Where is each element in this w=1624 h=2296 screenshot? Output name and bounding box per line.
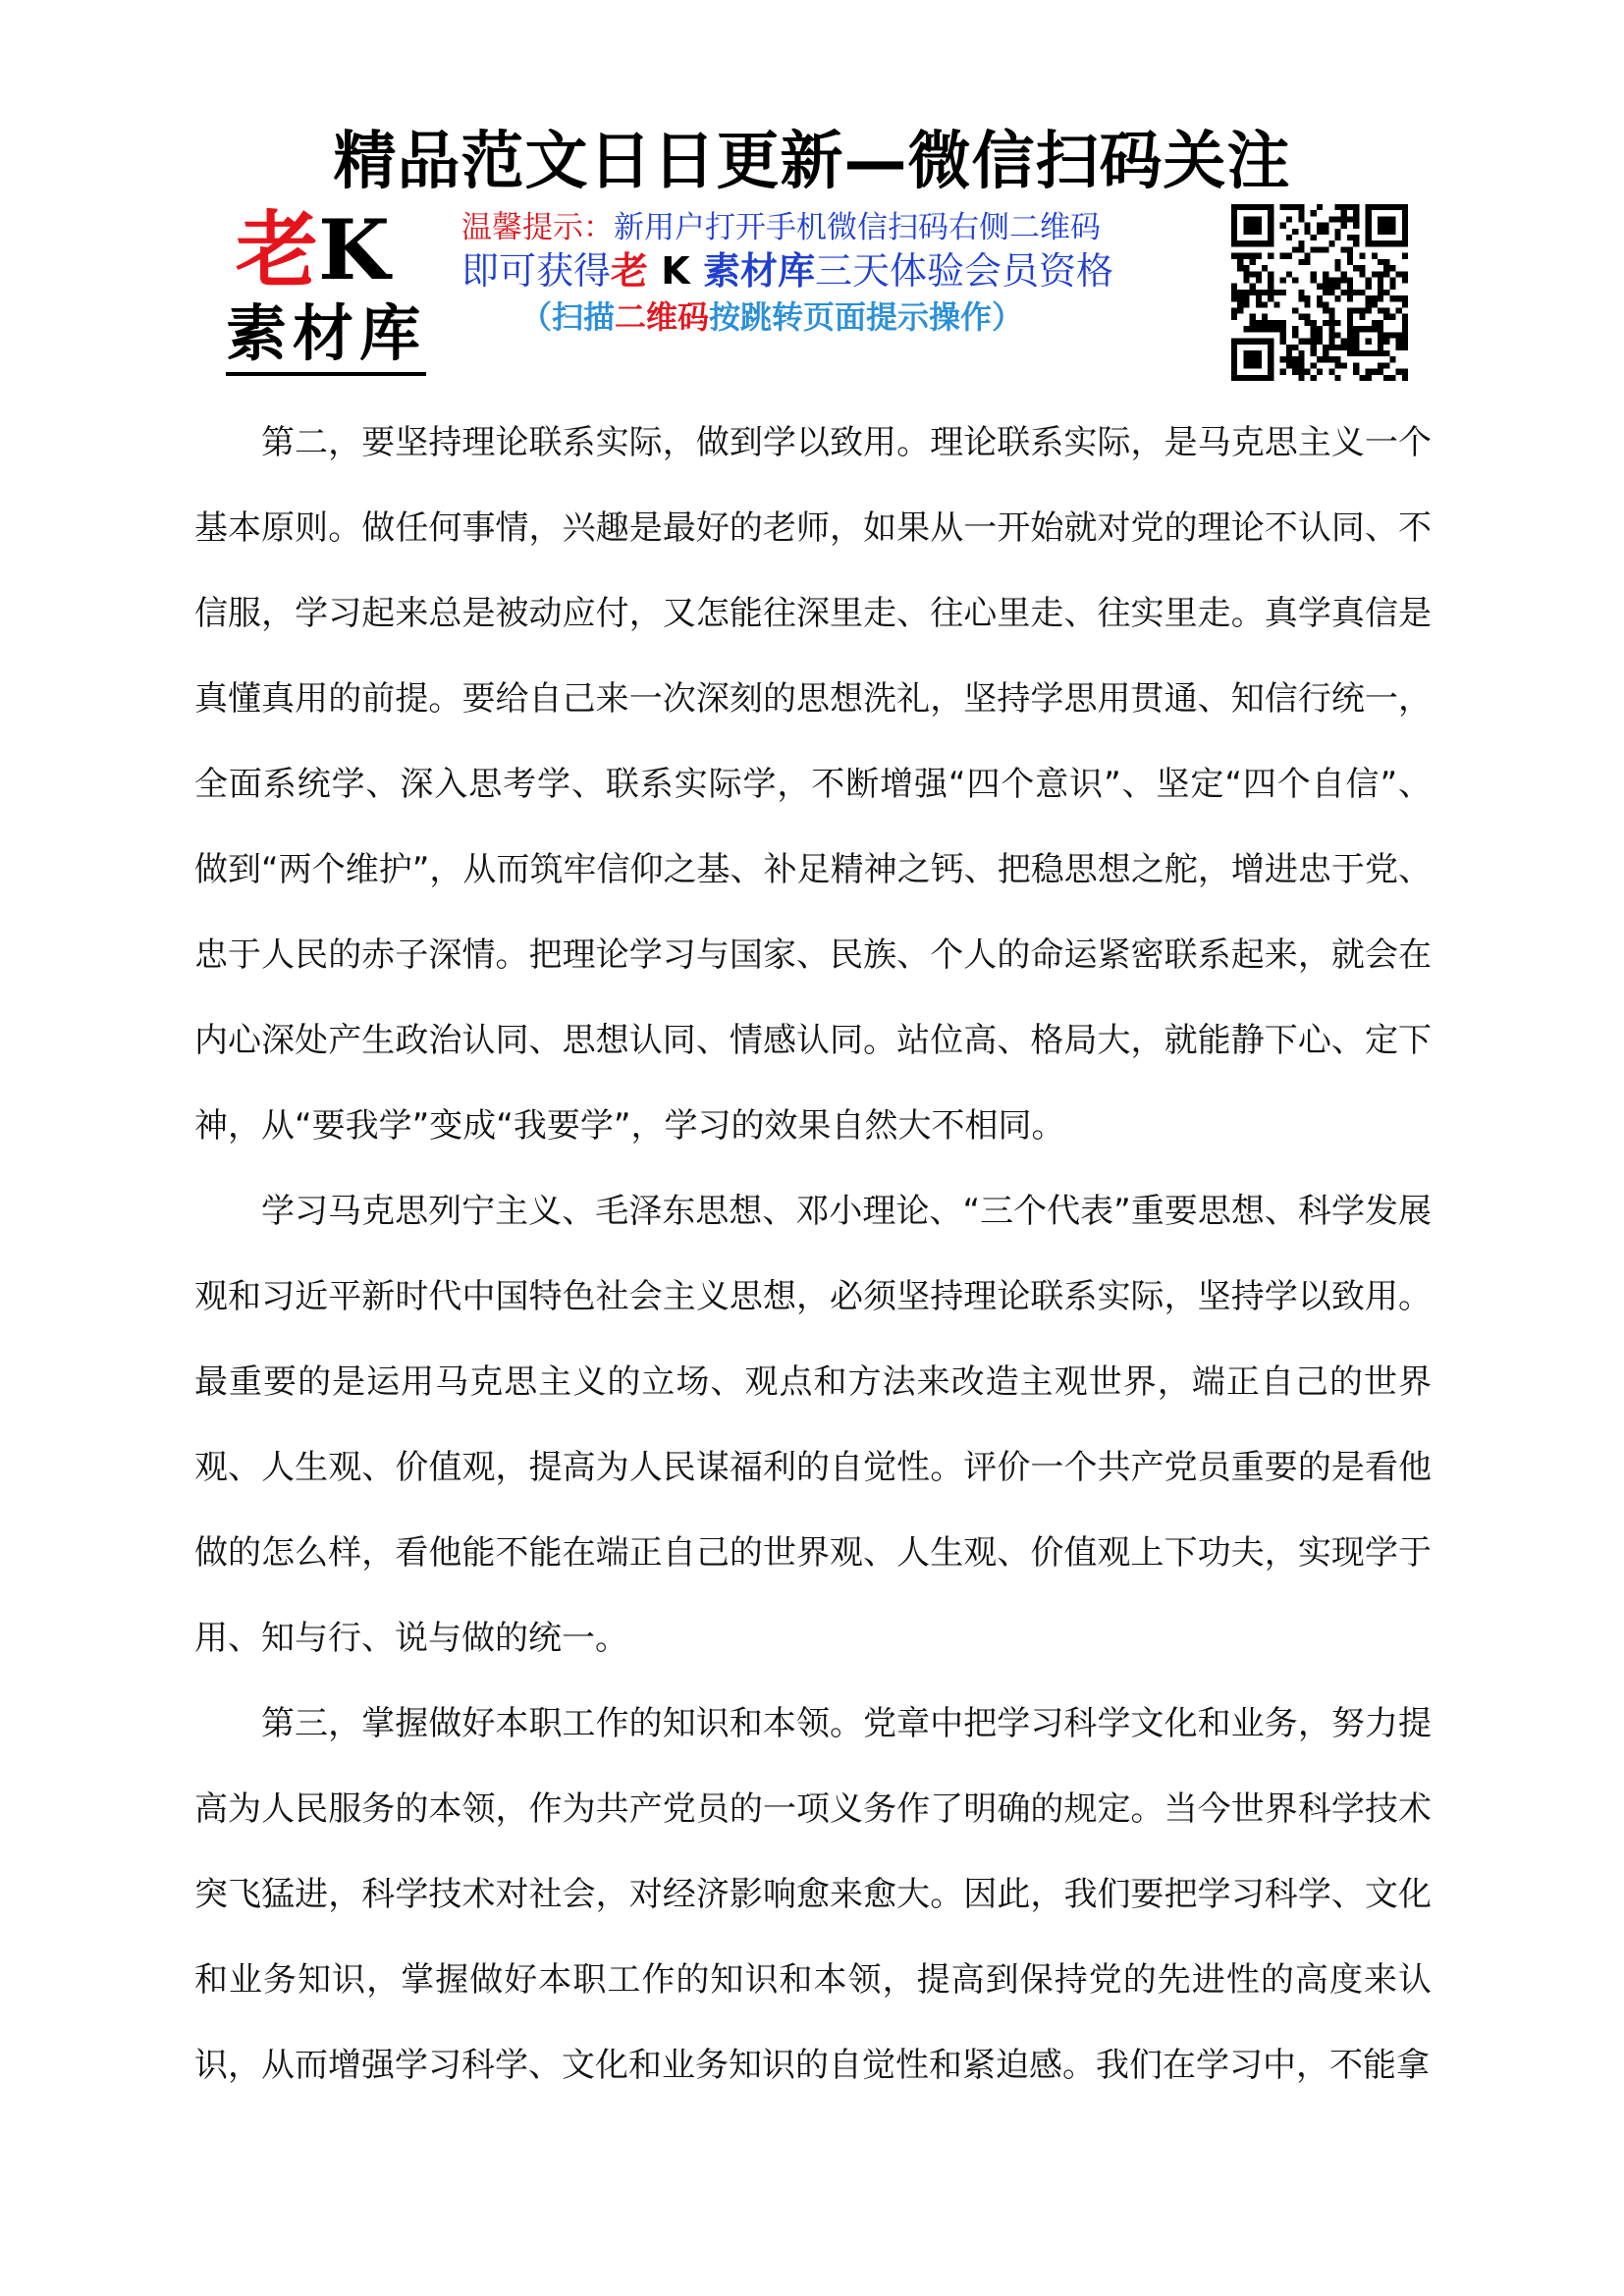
- banner-title: 精品范文日日更新—微信扫码关注: [333, 126, 1291, 198]
- logo-lao: 老: [236, 202, 319, 298]
- promo-line-1: [461, 208, 1208, 247]
- promo-line-3: [520, 294, 1208, 340]
- promo-offer-lao: 老: [611, 249, 649, 293]
- paragraph: 第三，掌握做好本职工作的知识和本领。党章中把学习科学文化和业务，努力提高为人民服务的本领，作为共产党员的一项义务作了明确的规定。当今世界科学技术突飞猛进，科学技术对社会，对经济影响愈来愈大。因此，我们要把学习科学、文化和业务知识，掌握做好本职工作的知识和本领，提高到保持党的先进性的高度来认识，从而增强学习科学、文化和业务知识的自觉性和紧迫感。我们在学习中，不能拿: [194, 1704, 1432, 2085]
- promo-offer-brand: 素材库: [702, 249, 815, 293]
- paragraph: 第二，要坚持理论联系实际，做到学以致用。理论联系实际，是马克思主义一个基本原则。做任何事情，兴趣是最好的老师，如果从一开始就对党的理论不认同、不信服，学习起来总是被动应付，又怎能往深里走、往心里走、往实里走。真学真信是真懂真用的前提。要给自己来一次深刻的思想洗礼，坚持学思用贯通、知信行统一，全面系统学、深入思考学、联系实际学，不断增强“四个意识”、坚定“四个自信”、做到“两个维护”，从而筑牢信仰之基、补足精神之钙、把稳思想之舵，增进忠于党、忠于人民的赤子深情。把理论学习与国家、民族、个人的命运紧密联系起来，就会在内心深处产生政治认同、思想认同、情感认同。站位高、格局大，就能静下心、定下神，从“要我学”变成“我要学”，学习的效果自然大不相同。: [194, 423, 1432, 1146]
- promo-instr-qr: 二维码: [615, 298, 710, 336]
- article-body: [194, 400, 1432, 2109]
- promo-tip-label: 温馨提示：: [461, 210, 614, 245]
- promo-notice: [461, 208, 1208, 340]
- promo-offer-prefix: 即可获得: [461, 249, 612, 293]
- logo-subtitle: 素材库: [226, 299, 426, 376]
- promo-instr-open: （扫描: [520, 298, 616, 336]
- promo-offer-k: K: [648, 249, 703, 293]
- qr-code-image[interactable]: [1231, 204, 1408, 381]
- promo-instr-close: 按跳转页面提示操作）: [709, 298, 1024, 336]
- laok-logo: [222, 201, 428, 378]
- promo-line-2: [461, 247, 1208, 294]
- logo-k: K: [318, 201, 391, 298]
- promo-offer-suffix: 三天体验会员资格: [814, 249, 1113, 293]
- promo-tip-text: 新用户打开手机微信扫码右侧二维码: [614, 210, 1101, 245]
- logo-brand: [236, 201, 390, 299]
- paragraph: 学习马克思列宁主义、毛泽东思想、邓小理论、“三个代表”重要思想、科学发展观和习近平新时代中国特色社会主义思想，必须坚持理论联系实际，坚持学以致用。最重要的是运用马克思主义的立场、观点和方法来改造主观世界，端正自己的世界观、人生观、价值观，提高为人民谋福利的自觉性。评价一个共产党员重要的是看他做的怎么样，看他能不能在端正自己的世界观、人生观、价值观上下功夫，实现学于用、知与行、说与做的统一。: [194, 1192, 1432, 1658]
